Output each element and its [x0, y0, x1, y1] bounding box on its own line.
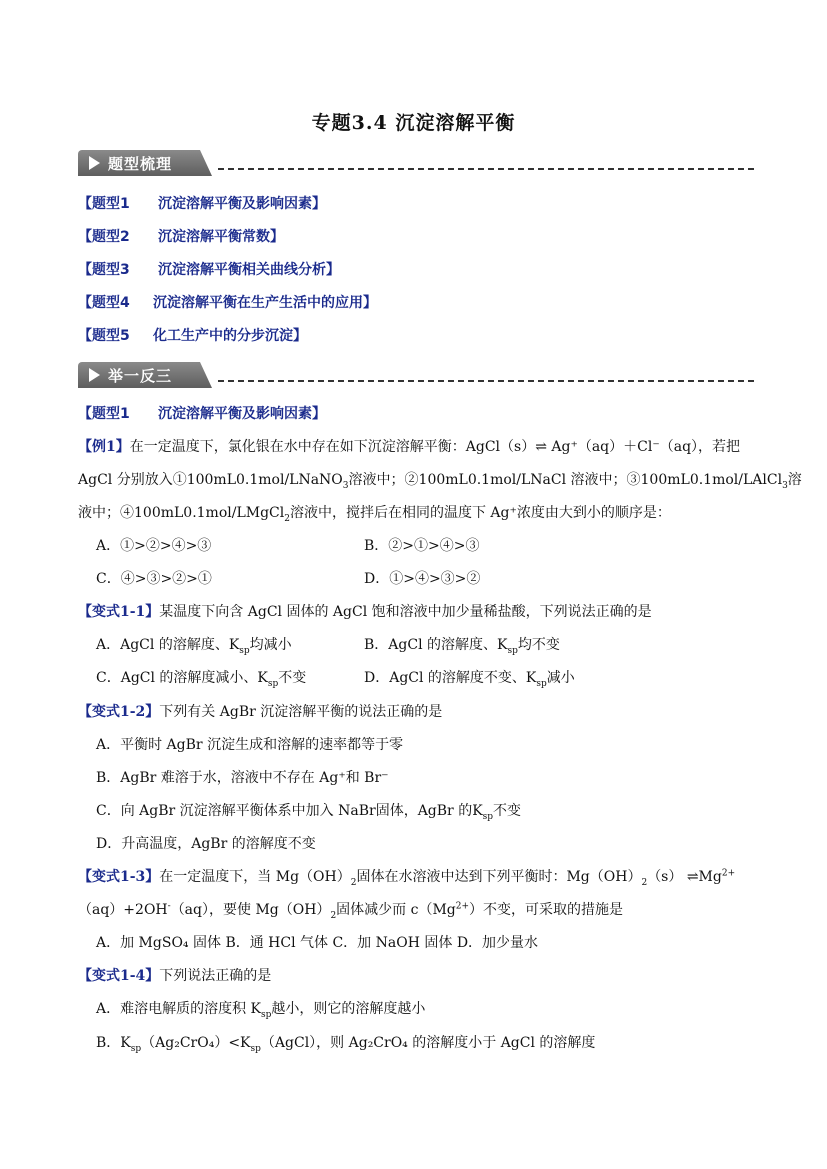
banner-label: 举一反三: [108, 367, 173, 385]
variant-1-2-option-b: B．AgBr 难溶于水，溶液中不存在 Ag⁺和 Br⁻: [96, 770, 389, 786]
example1-option-a: A．①>②>④>③: [96, 538, 212, 554]
toc-item-2: 【题型2 沉淀溶解平衡常数】: [78, 229, 284, 245]
banner-dashed-line: [218, 380, 754, 382]
section-banner-examples: [78, 362, 754, 390]
play-arrow-icon: [89, 368, 100, 382]
page-title: 专题3.4 沉淀溶解平衡: [311, 112, 516, 134]
variant-1-4-stem: 【变式1-4】下列说法正确的是: [78, 968, 272, 984]
example1-option-c: C．④>③>②>①: [96, 571, 212, 587]
toc-item-3: 【题型3 沉淀溶解平衡相关曲线分析】: [78, 262, 340, 278]
variant-1-3-options: A．加 MgSO₄ 固体 B．通 HCl 气体 C．加 NaOH 固体 D．加少量水: [96, 935, 539, 951]
toc-item-5: 【题型5 化工生产中的分步沉淀】: [78, 328, 307, 344]
banner-dashed-line: [218, 168, 754, 170]
variant-1-4-option-b: B．$K_{sp}(Ag_2CrO_4)<K_{sp}(AgCl)$，则 Ag₂CrO₄ 的溶解度小于 AgCl 的溶解度: [96, 1035, 596, 1054]
variant-1-2-option-a: A．平衡时 AgBr 沉淀生成和溶解的速率都等于零: [96, 737, 404, 753]
variant-1-2-stem: 【变式1-2】下列有关 AgBr 沉淀溶解平衡的说法正确的是: [78, 704, 443, 720]
example1-option-d: D．①>④>③>②: [364, 571, 481, 587]
example1-line3: 液中；④100mL0.1mol/LMgCl$_2$溶液中，搅拌后在相同的温度下 Ag⁺浓度由大到小的顺序是：: [78, 505, 671, 524]
variant-1-2-option-c: C．向 AgBr 沉淀溶解平衡体系中加入 NaBr固体，AgBr 的$K_{sp}$不变: [96, 803, 522, 822]
variant-1-1-option-b: B．AgCl 的溶解度、$K_{sp}$均不变: [364, 637, 560, 656]
section-heading-type1: 【题型1 沉淀溶解平衡及影响因素】: [78, 406, 326, 422]
toc-item-4: 【题型4 沉淀溶解平衡在生产生活中的应用】: [78, 295, 377, 311]
variant-1-2-option-d: D．升高温度，AgBr 的溶解度不变: [96, 836, 316, 852]
variant-1-1-stem: 【变式1-1】某温度下向含 AgCl 固体的 AgCl 饱和溶液中加少量稀盐酸，下列说法正确的是: [78, 604, 652, 620]
variant-1-3-stem-line1: 【变式1-3】在一定温度下，当 $Mg(OH)_2$固体在水溶液中达到下列平衡时：$Mg(OH)_2(s)$ $\rightleftharpoons Mg^{2+}$: [78, 868, 736, 888]
banner-label: 题型梳理: [108, 155, 173, 173]
variant-1-1-option-d: D．AgCl 的溶解度不变、$K_{sp}$减小: [364, 670, 575, 689]
variant-1-4-option-a: A．难溶电解质的溶度积 $K_{sp}$越小，则它的溶解度越小: [96, 1001, 426, 1020]
section-banner-question-types: [78, 150, 754, 178]
variant-1-3-stem-line2: （aq）+2OH-（aq），要使 $Mg(OH)_2$固体减少而 $c(Mg^{2+})$不变，可采取的措施是: [78, 901, 624, 921]
example1-option-b: B．②>①>④>③: [364, 538, 480, 554]
example1-line2: AgCl 分别放入①100mL0.1mol/LNaNO$_3$溶液中；②100mL0.1mol/LNaCl 溶液中；③100mL0.1mol/LAlCl$_3$溶: [78, 472, 802, 491]
variant-1-1-option-c: C．AgCl 的溶解度减小、$K_{sp}$不变: [96, 670, 307, 689]
toc-item-1: 【题型1 沉淀溶解平衡及影响因素】: [78, 196, 326, 212]
variant-1-1-option-a: A．AgCl 的溶解度、$K_{sp}$均减小: [96, 637, 292, 656]
example1-line1: 【例1】在一定温度下，氯化银在水中存在如下沉淀溶解平衡：AgCl（s）⇌ Ag⁺（aq）＋Cl⁻（aq），若把: [78, 439, 741, 455]
play-arrow-icon: [89, 156, 100, 170]
